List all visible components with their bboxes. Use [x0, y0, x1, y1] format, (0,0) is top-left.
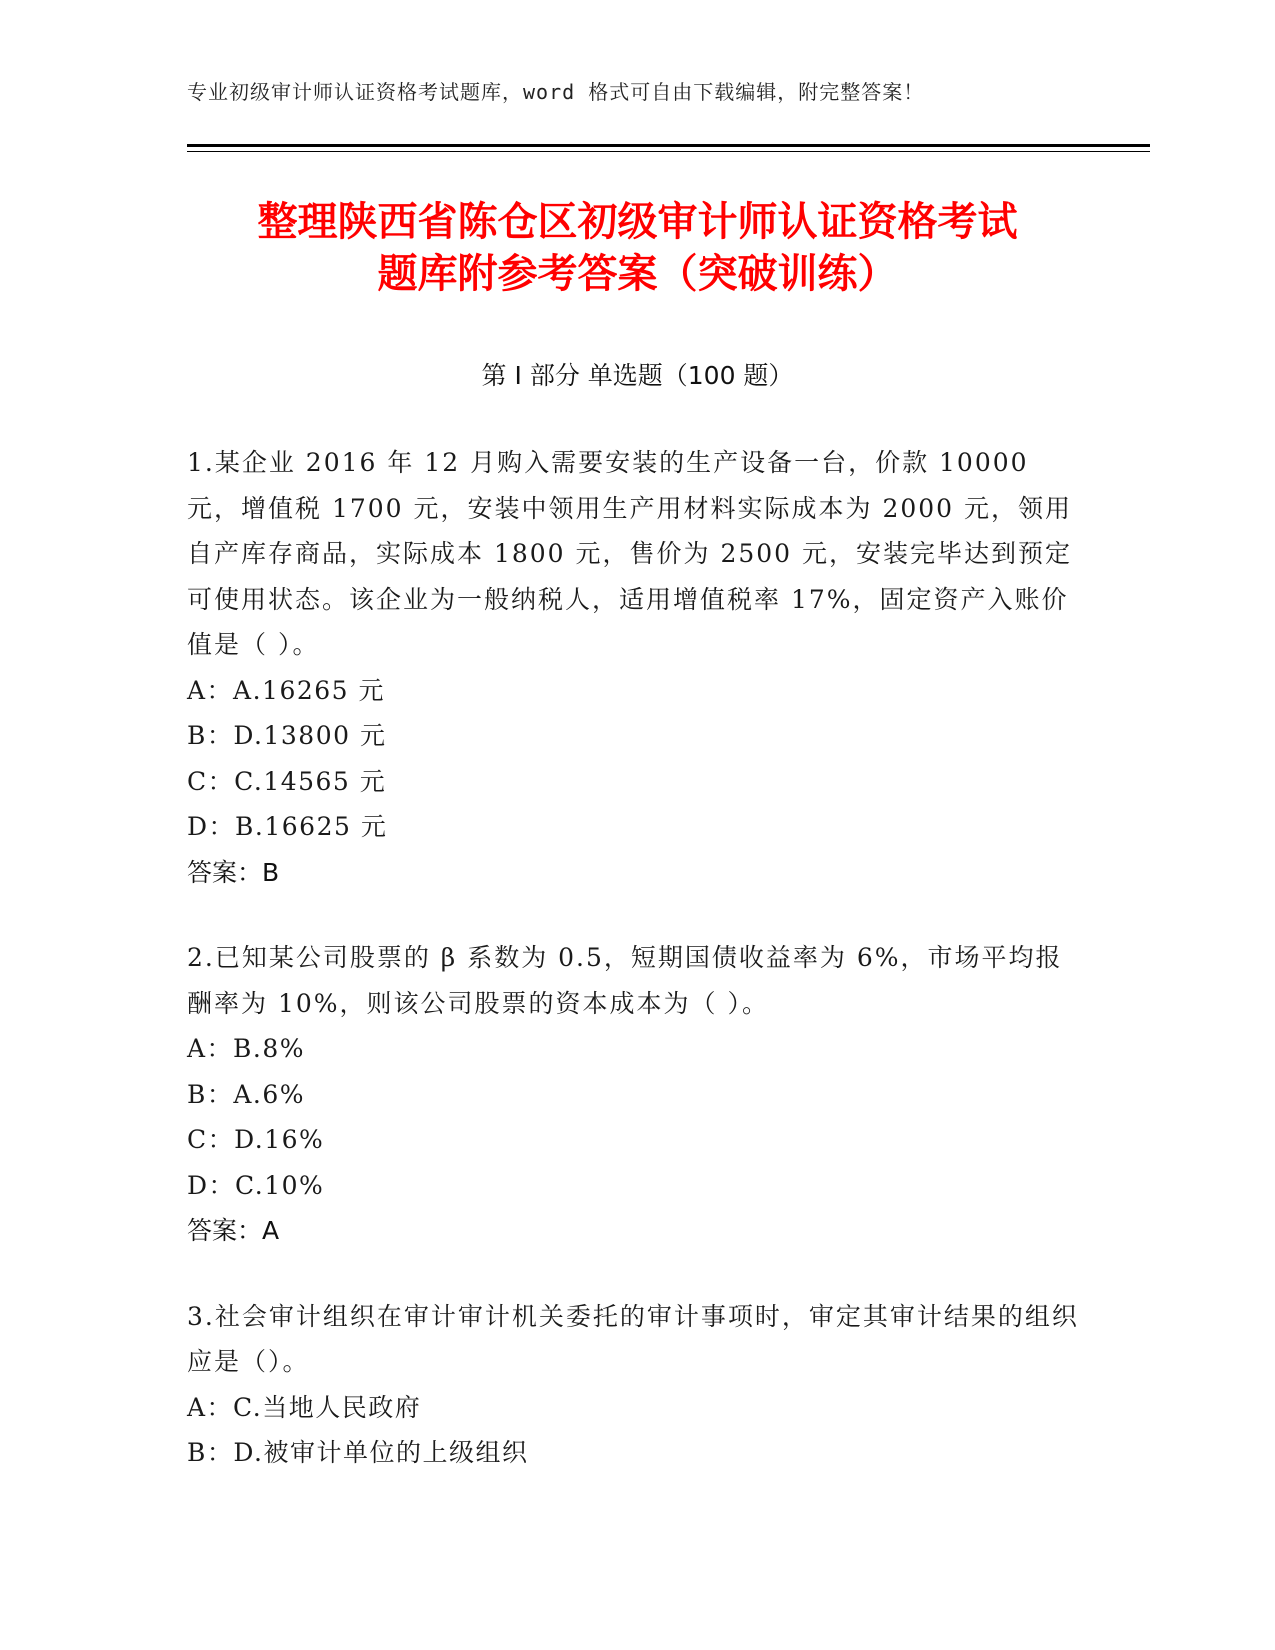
header-rule-thick — [187, 144, 1150, 147]
question-stem: 1.某企业 2016 年 12 月购入需要安装的生产设备一台，价款 10000 元，增值税 1700 元，安装中领用生产用材料实际成本为 2000 元，领用自产库存商品，实际成本 1800 元，售价为 2500 元，安装完毕达到预定可使用状态。该企业为一般纳税人，适用增值税率 17%，固定资产入账价值是（ ）。 — [187, 448, 1073, 659]
document-title-line-2: 题库附参考答案（突破训练） — [377, 251, 898, 297]
option-a: A：C.当地人民政府 — [187, 1392, 422, 1422]
document-title — [150, 196, 1125, 300]
header-rule-thin — [187, 151, 1150, 152]
section-title: 第 I 部分 单选题（100 题） — [481, 361, 794, 390]
option-list — [187, 1385, 1087, 1476]
answer-line: 答案：A — [187, 1216, 280, 1245]
option-list — [187, 668, 1087, 850]
option-a: A：A.16265 元 — [187, 675, 386, 705]
option-d: D：B.16625 元 — [187, 812, 388, 841]
question-stem: 2.已知某公司股票的 β 系数为 0.5，短期国债收益率为 6%，市场平均报酬率为 10%，则该公司股票的资本成本为（ ）。 — [187, 943, 1063, 1018]
option-b: B：D.13800 元 — [187, 721, 387, 750]
option-list — [187, 1026, 1087, 1208]
question-list — [187, 440, 1087, 1516]
document-title-line-1: 整理陕西省陈仓区初级审计师认证资格考试 — [257, 199, 1018, 245]
question-stem: 3.社会审计组织在审计审计机关委托的审计事项时，审定其审计结果的组织应是（）。 — [187, 1301, 1079, 1376]
option-a: A：B.8% — [187, 1034, 306, 1063]
header-note: 专业初级审计师认证资格考试题库，word 格式可自由下载编辑，附完整答案！ — [187, 80, 925, 104]
option-d: D：C.10% — [187, 1170, 325, 1200]
question-2 — [187, 935, 1087, 1254]
option-b: B：A.6% — [187, 1079, 306, 1109]
option-c: C：C.14565 元 — [187, 766, 387, 796]
option-b: B：D.被审计单位的上级组织 — [187, 1438, 529, 1467]
option-c: C：D.16% — [187, 1125, 325, 1154]
answer-line: 答案：B — [187, 857, 280, 887]
question-3 — [187, 1294, 1087, 1476]
question-1 — [187, 440, 1087, 895]
